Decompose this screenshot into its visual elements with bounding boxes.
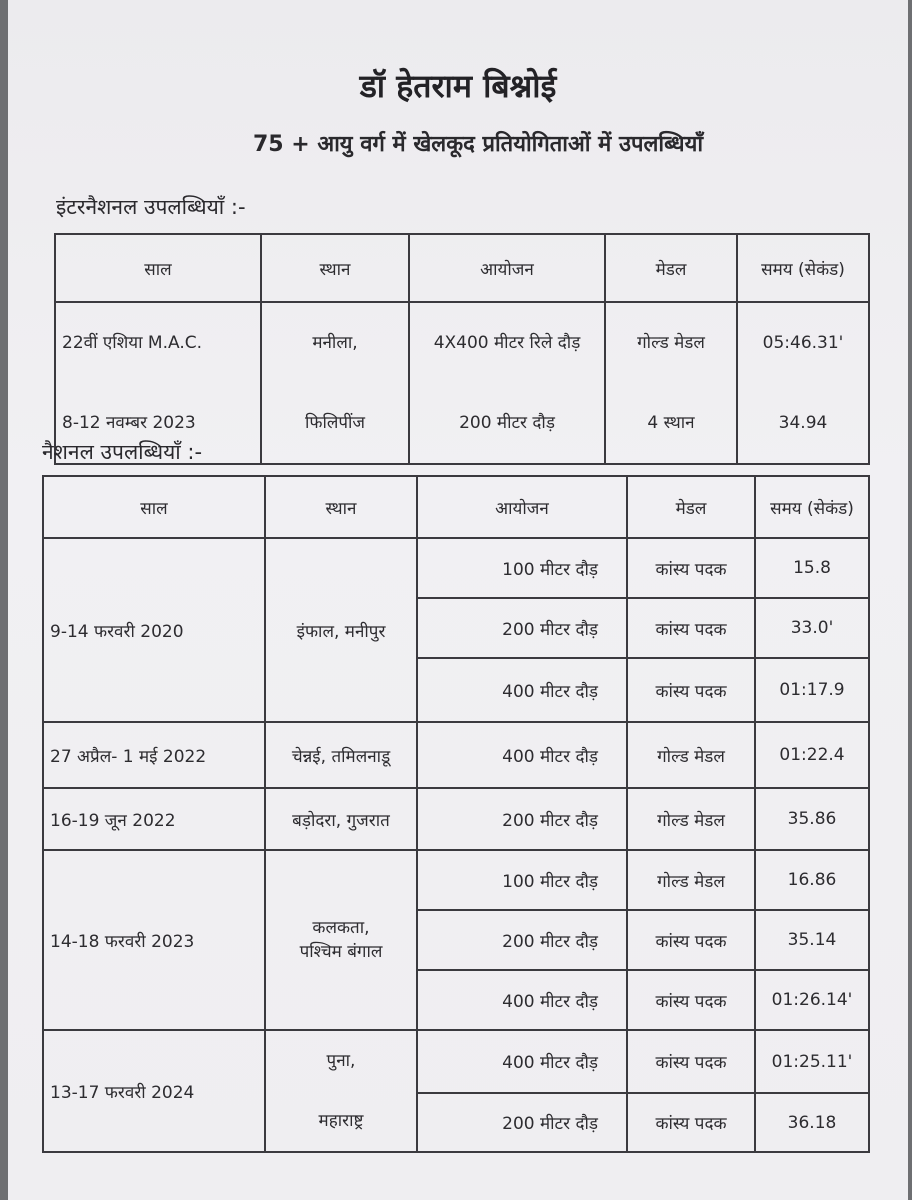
time-text: 34.94 bbox=[778, 413, 828, 433]
year-cell: 27 अप्रैल- 1 मई 2022 bbox=[43, 722, 265, 788]
table-row bbox=[43, 722, 869, 788]
time-cell: 16.86 bbox=[755, 850, 869, 910]
place-cell bbox=[261, 302, 409, 464]
place-line: महाराष्ट्र bbox=[318, 1111, 364, 1131]
year-line: 22वीं एशिया M.A.C. bbox=[62, 333, 203, 353]
medal-text: गोल्ड मेडल bbox=[637, 333, 705, 353]
event-cell: 400 मीटर दौड़ bbox=[417, 722, 627, 788]
time-cell: 33.0' bbox=[755, 598, 869, 658]
medal-cell: कांस्य पदक bbox=[627, 1093, 755, 1152]
table-row bbox=[43, 1030, 869, 1093]
place-cell: इंफाल, मनीपुर bbox=[265, 538, 417, 722]
document-subtitle: 75 + आयु वर्ग में खेलकूद प्रतियोगिताओं में उपलब्धियाँ bbox=[252, 132, 704, 157]
place-cell bbox=[265, 850, 417, 1030]
medal-cell: कांस्य पदक bbox=[627, 658, 755, 722]
year-cell: 9-14 फरवरी 2020 bbox=[43, 538, 265, 722]
medal-cell: गोल्ड मेडल bbox=[627, 850, 755, 910]
medal-cell bbox=[605, 302, 737, 464]
medal-cell: कांस्य पदक bbox=[627, 970, 755, 1030]
place-line: कलकता, bbox=[312, 918, 370, 938]
event-cell: 400 मीटर दौड़ bbox=[417, 658, 627, 722]
time-cell: 01:25.11' bbox=[755, 1030, 869, 1093]
time-cell: 01:22.4 bbox=[755, 722, 869, 788]
time-text: 05:46.31' bbox=[762, 333, 844, 353]
year-line: 8-12 नवम्बर 2023 bbox=[62, 413, 196, 433]
header-medal: मेडल bbox=[605, 234, 737, 302]
national-table bbox=[42, 475, 870, 1153]
place-line: पश्चिम बंगाल bbox=[299, 942, 383, 962]
time-cell: 35.86 bbox=[755, 788, 869, 850]
event-cell: 100 मीटर दौड़ bbox=[417, 538, 627, 598]
international-table bbox=[54, 233, 870, 465]
event-cell: 200 मीटर दौड़ bbox=[417, 1093, 627, 1152]
document-title: डॉ हेतराम बिश्नोई bbox=[359, 67, 557, 105]
table-header-row bbox=[43, 476, 869, 538]
event-cell: 200 मीटर दौड़ bbox=[417, 598, 627, 658]
table-header-row bbox=[55, 234, 869, 302]
table-row bbox=[43, 788, 869, 850]
event-cell: 400 मीटर दौड़ bbox=[417, 1030, 627, 1093]
medal-cell: कांस्य पदक bbox=[627, 910, 755, 970]
header-event: आयोजन bbox=[409, 234, 605, 302]
event-cell: 200 मीटर दौड़ bbox=[417, 910, 627, 970]
event-text: 4X400 मीटर रिले दौड़ bbox=[433, 333, 581, 353]
event-cell bbox=[409, 302, 605, 464]
year-cell: 16-19 जून 2022 bbox=[43, 788, 265, 850]
event-text: 200 मीटर दौड़ bbox=[459, 413, 555, 433]
medal-cell: कांस्य पदक bbox=[627, 598, 755, 658]
place-cell bbox=[265, 1030, 417, 1152]
medal-cell: कांस्य पदक bbox=[627, 538, 755, 598]
medal-cell: गोल्ड मेडल bbox=[627, 788, 755, 850]
time-cell: 15.8 bbox=[755, 538, 869, 598]
table-row bbox=[43, 538, 869, 598]
place-line: फिलिपींज bbox=[304, 413, 366, 433]
event-cell: 400 मीटर दौड़ bbox=[417, 970, 627, 1030]
header-medal: मेडल bbox=[627, 476, 755, 538]
time-cell bbox=[737, 302, 869, 464]
place-line: मनीला, bbox=[312, 333, 358, 353]
place-line: पुना, bbox=[326, 1051, 356, 1071]
year-cell: 14-18 फरवरी 2023 bbox=[43, 850, 265, 1030]
medal-cell: गोल्ड मेडल bbox=[627, 722, 755, 788]
place-cell: चेन्नई, तमिलनाडू bbox=[265, 722, 417, 788]
header-event: आयोजन bbox=[417, 476, 627, 538]
event-cell: 100 मीटर दौड़ bbox=[417, 850, 627, 910]
header-place: स्थान bbox=[261, 234, 409, 302]
table-row bbox=[43, 850, 869, 910]
document-page bbox=[8, 0, 908, 1200]
time-cell: 01:17.9 bbox=[755, 658, 869, 722]
header-year: साल bbox=[43, 476, 265, 538]
header-time: समय (सेकंड) bbox=[755, 476, 869, 538]
time-cell: 36.18 bbox=[755, 1093, 869, 1152]
place-cell: बड़ोदरा, गुजरात bbox=[265, 788, 417, 850]
header-time: समय (सेकंड) bbox=[737, 234, 869, 302]
time-cell: 01:26.14' bbox=[755, 970, 869, 1030]
header-place: स्थान bbox=[265, 476, 417, 538]
event-cell: 200 मीटर दौड़ bbox=[417, 788, 627, 850]
header-year: साल bbox=[55, 234, 261, 302]
international-heading: इंटरनैशनल उपलब्धियाँ :- bbox=[56, 195, 246, 219]
medal-text: 4 स्थान bbox=[647, 413, 695, 433]
time-cell: 35.14 bbox=[755, 910, 869, 970]
national-heading: नैशनल उपलब्धियाँ :- bbox=[42, 440, 203, 464]
year-cell: 13-17 फरवरी 2024 bbox=[43, 1030, 265, 1152]
medal-cell: कांस्य पदक bbox=[627, 1030, 755, 1093]
